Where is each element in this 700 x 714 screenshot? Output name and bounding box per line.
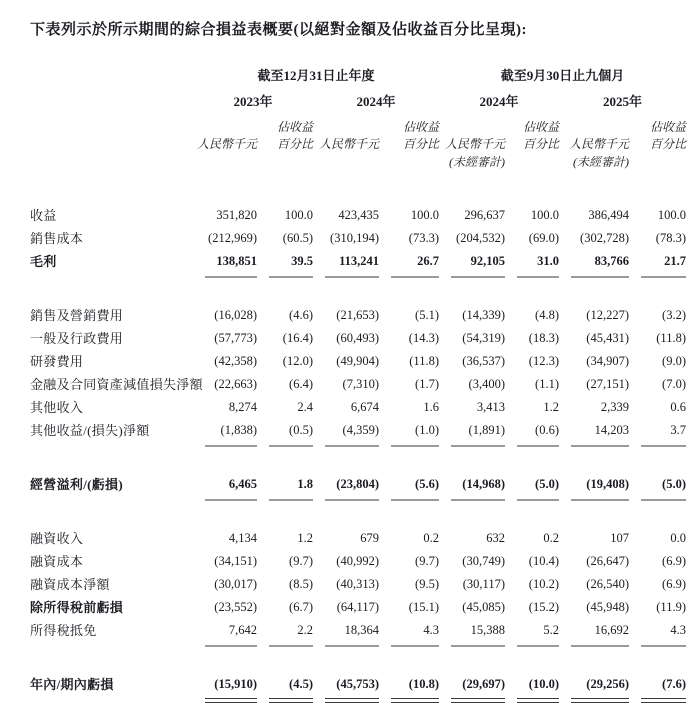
total-double-rule-row — [30, 696, 686, 705]
rule-cell — [269, 642, 313, 651]
single-underline — [269, 445, 313, 447]
value-cell: (18.3) — [528, 331, 559, 345]
row-label: 其他收益/(損失)淨額 — [30, 423, 150, 438]
value-cell: (3.2) — [662, 308, 686, 322]
table-row — [30, 350, 686, 373]
value-cell: (19,408) — [586, 477, 629, 491]
value-cell: 100.0 — [284, 208, 313, 222]
single-underline — [391, 499, 439, 501]
value-cell: 100.0 — [530, 208, 559, 222]
table-row — [30, 619, 686, 642]
value-cell: (16,028) — [214, 308, 257, 322]
section-spacer — [30, 651, 686, 673]
percentage-label: 百分比 — [522, 137, 559, 151]
table-row — [30, 227, 686, 250]
rmb-thousand-label: 人民幣千元 — [196, 137, 257, 151]
value-cell: (4.6) — [289, 308, 313, 322]
period-header-annual: 截至12月31日止年度 — [257, 68, 375, 83]
row-label: 毛利 — [30, 254, 57, 269]
value-cell: 296,637 — [464, 208, 505, 222]
double-underline — [205, 698, 257, 703]
subtotal-rule-row — [30, 642, 686, 651]
double-underline — [517, 698, 559, 703]
rule-cell — [517, 696, 559, 705]
value-cell: 31.0 — [537, 254, 559, 268]
value-cell: (310,194) — [330, 231, 379, 245]
pct-of-revenue-label: 佔收益 — [522, 120, 559, 134]
value-cell: (4,359) — [342, 423, 379, 437]
double-underline — [391, 698, 439, 703]
value-cell: (27,151) — [586, 377, 629, 391]
single-underline — [517, 276, 559, 278]
value-cell: (7,310) — [342, 377, 379, 391]
subtotal-rule-row — [30, 273, 686, 282]
value-cell: (12,227) — [586, 308, 629, 322]
value-cell: (64,117) — [336, 600, 379, 614]
value-cell: 423,435 — [338, 208, 379, 222]
value-cell: (0.6) — [535, 423, 559, 437]
row-label: 收益 — [30, 208, 57, 223]
unaudited-header-row — [30, 154, 686, 171]
table-row — [30, 373, 686, 396]
pct-of-revenue-label: 佔收益 — [402, 120, 439, 134]
row-label: 研發費用 — [30, 354, 84, 369]
value-cell: (45,085) — [462, 600, 505, 614]
value-cell: 0.0 — [670, 531, 686, 545]
rule-cell — [451, 642, 505, 651]
single-underline — [571, 499, 629, 501]
single-underline — [205, 276, 257, 278]
rule-cell — [205, 496, 257, 505]
value-cell: 1.8 — [297, 477, 313, 491]
single-underline — [517, 499, 559, 501]
value-cell: 92,105 — [470, 254, 505, 268]
subtotal-rule-row — [30, 496, 686, 505]
value-cell: (60.5) — [282, 231, 313, 245]
value-cell: 39.5 — [291, 254, 313, 268]
value-cell: (57,773) — [214, 331, 257, 345]
subtotal-rule-row — [30, 442, 686, 451]
rule-cell — [641, 642, 686, 651]
value-cell: (5.6) — [415, 477, 439, 491]
value-cell: (14,968) — [462, 477, 505, 491]
rule-cell — [571, 273, 629, 282]
rule-cell — [205, 442, 257, 451]
pct-of-revenue-label: 佔收益 — [649, 120, 686, 134]
pct-of-revenue-label: 佔收益 — [276, 120, 313, 134]
percentage-label: 百分比 — [649, 137, 686, 151]
value-cell: 100.0 — [410, 208, 439, 222]
table-row — [30, 473, 686, 496]
value-cell: 2,339 — [600, 400, 629, 414]
value-cell: (4.8) — [535, 308, 559, 322]
year-header-row — [30, 91, 686, 110]
value-cell: 138,851 — [216, 254, 257, 268]
value-cell: (15.2) — [528, 600, 559, 614]
value-cell: (1.7) — [415, 377, 439, 391]
value-cell: 2.2 — [297, 623, 313, 637]
value-cell: (302,728) — [580, 231, 629, 245]
value-cell: 6,674 — [350, 400, 379, 414]
value-cell: 0.2 — [423, 531, 439, 545]
value-cell: (1,891) — [468, 423, 505, 437]
value-cell: 14,203 — [594, 423, 629, 437]
period-header-row — [30, 65, 686, 84]
rule-cell — [517, 442, 559, 451]
table-row — [30, 396, 686, 419]
value-cell: 100.0 — [657, 208, 686, 222]
value-cell: (6.9) — [662, 577, 686, 591]
value-cell: (9.7) — [289, 554, 313, 568]
value-cell: (1.0) — [415, 423, 439, 437]
value-cell: (14.3) — [408, 331, 439, 345]
value-cell: (3,400) — [468, 377, 505, 391]
table-row — [30, 419, 686, 442]
value-cell: (6.4) — [289, 377, 313, 391]
rule-cell — [517, 273, 559, 282]
single-underline — [325, 276, 379, 278]
single-underline — [269, 276, 313, 278]
row-label: 銷售成本 — [30, 231, 84, 246]
value-cell: (10.0) — [528, 677, 559, 691]
value-cell: (29,697) — [462, 677, 505, 691]
single-underline — [391, 645, 439, 647]
double-underline — [269, 698, 313, 703]
rule-cell — [269, 496, 313, 505]
double-underline — [451, 698, 505, 703]
value-cell: (34,151) — [214, 554, 257, 568]
single-underline — [325, 445, 379, 447]
value-cell: (36,537) — [462, 354, 505, 368]
value-cell: 6,465 — [228, 477, 257, 491]
single-underline — [571, 645, 629, 647]
value-cell: 83,766 — [594, 254, 629, 268]
value-cell: (30,017) — [214, 577, 257, 591]
value-cell: (12.0) — [282, 354, 313, 368]
rule-cell — [451, 442, 505, 451]
row-label: 一般及行政費用 — [30, 331, 124, 346]
single-underline — [641, 445, 686, 447]
value-cell: (16.4) — [282, 331, 313, 345]
table-row — [30, 527, 686, 550]
value-cell: (40,992) — [336, 554, 379, 568]
double-underline — [571, 698, 629, 703]
rule-cell — [571, 442, 629, 451]
value-cell: 21.7 — [664, 254, 686, 268]
single-underline — [205, 499, 257, 501]
value-cell: 3,413 — [476, 400, 505, 414]
value-cell: (10.2) — [528, 577, 559, 591]
rule-cell — [517, 642, 559, 651]
single-underline — [641, 276, 686, 278]
value-cell: (15.1) — [408, 600, 439, 614]
rule-cell — [641, 442, 686, 451]
value-cell: (45,431) — [586, 331, 629, 345]
rule-cell — [325, 273, 379, 282]
value-cell: (78.3) — [655, 231, 686, 245]
rule-cell — [641, 696, 686, 705]
value-cell: 7,642 — [228, 623, 257, 637]
row-label: 銷售及營銷費用 — [30, 308, 124, 323]
value-cell: (45,948) — [586, 600, 629, 614]
value-cell: (7.0) — [662, 377, 686, 391]
row-label: 融資收入 — [30, 531, 84, 546]
rule-cell — [391, 442, 439, 451]
value-cell: 679 — [360, 531, 379, 545]
value-cell: (69.0) — [528, 231, 559, 245]
single-underline — [391, 276, 439, 278]
section-spacer — [30, 282, 686, 304]
income-statement-table — [30, 65, 686, 705]
rule-cell — [451, 273, 505, 282]
value-cell: 1.6 — [423, 400, 439, 414]
value-cell: (6.9) — [662, 554, 686, 568]
row-label: 年內/期內虧損 — [30, 677, 114, 692]
double-underline — [325, 698, 379, 703]
single-underline — [205, 445, 257, 447]
value-cell: 15,388 — [470, 623, 505, 637]
rule-cell — [391, 696, 439, 705]
single-underline — [269, 499, 313, 501]
single-underline — [571, 276, 629, 278]
value-cell: 113,241 — [339, 254, 379, 268]
value-cell: 4.3 — [670, 623, 686, 637]
value-cell: 107 — [610, 531, 629, 545]
value-cell: (54,319) — [462, 331, 505, 345]
value-cell: (11.8) — [409, 354, 439, 368]
value-cell: 386,494 — [588, 208, 629, 222]
page-title: 下表列示於所示期間的綜合損益表概要(以絕對金額及佔收益百分比呈現): — [30, 22, 527, 38]
value-cell: (1,838) — [220, 423, 257, 437]
rule-cell — [451, 496, 505, 505]
value-cell: 2.4 — [297, 400, 313, 414]
rule-cell — [391, 496, 439, 505]
rule-cell — [205, 642, 257, 651]
value-cell: (15,910) — [214, 677, 257, 691]
rule-cell — [451, 696, 505, 705]
value-cell: (9.0) — [662, 354, 686, 368]
single-underline — [451, 445, 505, 447]
rule-cell — [269, 442, 313, 451]
rmb-thousand-label: 人民幣千元 — [568, 137, 629, 151]
value-cell: 26.7 — [417, 254, 439, 268]
rule-cell — [205, 696, 257, 705]
value-cell: (10.8) — [408, 677, 439, 691]
year-header-2024: 2024年 — [356, 94, 396, 109]
value-cell: (30,749) — [462, 554, 505, 568]
rule-cell — [325, 442, 379, 451]
rule-cell — [641, 273, 686, 282]
single-underline — [641, 645, 686, 647]
value-cell: (5.0) — [535, 477, 559, 491]
value-cell: (60,493) — [336, 331, 379, 345]
value-cell: (45,753) — [336, 677, 379, 691]
value-cell: (73.3) — [408, 231, 439, 245]
units-header-row — [30, 136, 686, 153]
rule-cell — [269, 273, 313, 282]
value-cell: (23,552) — [214, 600, 257, 614]
value-cell: (212,969) — [208, 231, 257, 245]
value-cell: (14,339) — [462, 308, 505, 322]
value-cell: (5.0) — [662, 477, 686, 491]
value-cell: (49,904) — [336, 354, 379, 368]
rule-cell — [641, 496, 686, 505]
table-row — [30, 673, 686, 696]
double-underline — [641, 698, 686, 703]
row-label: 融資成本淨額 — [30, 577, 110, 592]
unaudited-label: (未經審計) — [449, 155, 505, 169]
pct-of-revenue-header-row — [30, 119, 686, 136]
value-cell: (29,256) — [586, 677, 629, 691]
value-cell: (0.5) — [289, 423, 313, 437]
single-underline — [391, 445, 439, 447]
value-cell: (9.7) — [415, 554, 439, 568]
year-header-2024-9m: 2024年 — [479, 94, 519, 109]
value-cell: 632 — [486, 531, 505, 545]
value-cell: (9.5) — [415, 577, 439, 591]
single-underline — [325, 645, 379, 647]
row-label: 所得稅抵免 — [30, 623, 97, 638]
percentage-label: 百分比 — [402, 137, 439, 151]
table-row — [30, 327, 686, 350]
row-label: 金融及合同資產減值損失淨額 — [30, 377, 203, 392]
table-row — [30, 550, 686, 573]
rule-cell — [391, 642, 439, 651]
rule-cell — [391, 273, 439, 282]
rule-cell — [205, 273, 257, 282]
value-cell: 4,134 — [228, 531, 257, 545]
value-cell: (22,663) — [214, 377, 257, 391]
single-underline — [451, 499, 505, 501]
period-header-nine-months: 截至9月30日止九個月 — [500, 68, 625, 83]
rule-cell — [517, 496, 559, 505]
table-row — [30, 573, 686, 596]
rule-cell — [269, 696, 313, 705]
single-underline — [451, 276, 505, 278]
rule-cell — [571, 496, 629, 505]
value-cell: (204,532) — [456, 231, 505, 245]
value-cell: (7.6) — [662, 677, 686, 691]
value-cell: 18,364 — [344, 623, 379, 637]
value-cell: (6.7) — [289, 600, 313, 614]
year-header-2025-9m: 2025年 — [602, 94, 642, 109]
value-cell: (21,653) — [336, 308, 379, 322]
single-underline — [451, 645, 505, 647]
rmb-thousand-label: 人民幣千元 — [444, 137, 505, 151]
rule-cell — [571, 642, 629, 651]
value-cell: (11.8) — [656, 331, 686, 345]
value-cell: 1.2 — [543, 400, 559, 414]
year-header-2023: 2023年 — [233, 94, 273, 109]
rmb-thousand-label: 人民幣千元 — [318, 137, 379, 151]
row-label: 除所得稅前虧損 — [30, 600, 124, 615]
table-row — [30, 250, 686, 273]
value-cell: 8,274 — [228, 400, 257, 414]
single-underline — [641, 499, 686, 501]
section-spacer — [30, 505, 686, 527]
single-underline — [325, 499, 379, 501]
value-cell: (5.1) — [415, 308, 439, 322]
value-cell: (42,358) — [214, 354, 257, 368]
value-cell: 1.2 — [297, 531, 313, 545]
value-cell: 3.7 — [670, 423, 686, 437]
value-cell: 0.6 — [670, 400, 686, 414]
row-label: 融資成本 — [30, 554, 84, 569]
rule-cell — [571, 696, 629, 705]
row-label: 其他收入 — [30, 400, 84, 415]
value-cell: 4.3 — [423, 623, 439, 637]
table-body — [30, 204, 686, 705]
value-cell: (4.5) — [289, 677, 313, 691]
value-cell: 351,820 — [216, 208, 257, 222]
table-row — [30, 596, 686, 619]
percentage-label: 百分比 — [276, 137, 313, 151]
section-spacer — [30, 451, 686, 473]
single-underline — [205, 645, 257, 647]
single-underline — [269, 645, 313, 647]
value-cell: 0.2 — [543, 531, 559, 545]
value-cell: 16,692 — [594, 623, 629, 637]
value-cell: (10.4) — [528, 554, 559, 568]
rule-cell — [325, 496, 379, 505]
single-underline — [571, 445, 629, 447]
value-cell: (26,647) — [586, 554, 629, 568]
single-underline — [517, 445, 559, 447]
value-cell: 5.2 — [543, 623, 559, 637]
rule-cell — [325, 696, 379, 705]
value-cell: (1.1) — [535, 377, 559, 391]
rule-cell — [325, 642, 379, 651]
value-cell: (30,117) — [462, 577, 505, 591]
value-cell: (8.5) — [289, 577, 313, 591]
value-cell: (12.3) — [528, 354, 559, 368]
unaudited-label: (未經審計) — [573, 155, 629, 169]
value-cell: (40,313) — [336, 577, 379, 591]
value-cell: (11.9) — [656, 600, 686, 614]
table-row — [30, 304, 686, 327]
value-cell: (23,804) — [336, 477, 379, 491]
value-cell: (34,907) — [586, 354, 629, 368]
value-cell: (26,540) — [586, 577, 629, 591]
row-label: 經營溢利/(虧損) — [30, 477, 123, 492]
single-underline — [517, 645, 559, 647]
table-row — [30, 204, 686, 227]
